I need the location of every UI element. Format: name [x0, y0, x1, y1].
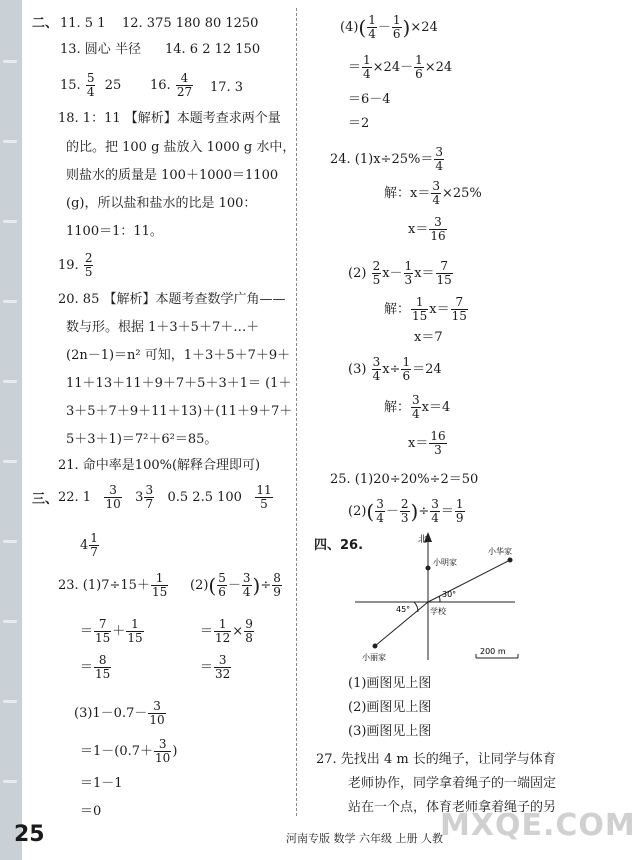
answer-23-3-step-2: ＝1－1 [80, 776, 123, 791]
answer-12: 12. 375 180 80 1250 [122, 16, 259, 31]
direction-map-diagram [300, 530, 570, 670]
fraction: $\frac{1}{7}$ [90, 531, 98, 559]
answer-24-3-step-1: 解： $\frac{3}{4}$ x＝4 [384, 393, 451, 421]
answer-20-line-3: (2n－1)＝n² 可知，1＋3＋5＋7＋9＋ [66, 348, 291, 363]
answer-23-1: 23. (1)7÷15＋ $\frac{1}{15}$ [58, 571, 168, 599]
fraction: $\frac{4}{27}$ [176, 71, 193, 99]
section-two-heading: 二、 [32, 16, 59, 31]
answer-23-1-step-1: ＝ $\frac{7}{15}$ ＋ $\frac{1}{15}$ [80, 617, 143, 645]
answer-25-1: 25. (1)20÷20%÷2＝50 [330, 472, 479, 487]
answer-21: 21. 命中率是100%(解释合理即可) [58, 458, 261, 473]
answer-16: 16. $\frac{4}{27}$ [150, 71, 193, 99]
answer-23-3-step-1: ＝1－(0.7＋ $\frac{3}{10}$ ) [80, 737, 178, 765]
angle-arc-30 [439, 596, 440, 602]
xiaohua-label: 小华家 [488, 547, 512, 556]
answer-20-line-1: 20. 85 【解析】本题考查数学广角—— [58, 292, 286, 307]
section-three-heading: 三、 [32, 492, 59, 507]
answer-11: 11. 5 1 [60, 16, 106, 31]
section-four-heading: 四、26. [314, 538, 364, 553]
answer-23-1-step-2: ＝ $\frac{8}{15}$ [80, 653, 111, 681]
fraction: $\frac{2}{5}$ [84, 251, 93, 279]
answer-23-2-step-1: ＝ $\frac{1}{12}$ × $\frac{9}{8}$ [200, 617, 253, 645]
fraction: $\frac{1}{15}$ [151, 571, 168, 599]
column-divider [296, 8, 297, 816]
answer-27-line-2: 老师协作，同学拿着绳子的一端固定 [348, 776, 557, 791]
answer-26-1: (1)画图见上图 [348, 676, 432, 691]
xiaoli-point [373, 644, 378, 649]
answer-23-3: (3)1－0.7－ $\frac{3}{10}$ [74, 699, 165, 727]
answer-27-line-3: 站在一个点，体育老师拿着绳子的另 [348, 800, 557, 815]
page-number: 25 [14, 822, 45, 847]
answer-18-line-2: 的比。把 100 g 盐放入 1000 g 水中， [66, 140, 296, 155]
answer-23-4: (4)( $\frac{1}{4}$ － $\frac{1}{6}$ )×24 [340, 13, 438, 41]
answer-18-line-5: 1100＝1：11。 [66, 224, 163, 239]
answer-23-4-step-1: ＝ $\frac{1}{4}$ ×24－ $\frac{1}{6}$ ×24 [348, 53, 453, 81]
answer-15: 15. $\frac{5}{4}$ 25 [60, 71, 122, 99]
answer-24-1-step-2: x＝ $\frac{3}{16}$ [408, 215, 446, 243]
answer-20-line-2: 数与形。根据 1＋3＋5＋7＋…＋ [66, 320, 260, 335]
answer-25-2: (2)( $\frac{3}{4}$ － $\frac{2}{3}$ )÷ $\frac{3}{4}$ ＝ $\frac{1}{9}$ [348, 497, 464, 525]
xiaohua-point [508, 558, 513, 563]
north-label: 北 [418, 535, 428, 545]
answer-17: 17. 3 [210, 80, 244, 95]
answer-18-line-1: 18. 1：11 【解析】本题考查求两个量 [58, 111, 281, 126]
xiaoming-point [426, 566, 431, 571]
xiaoli-label: 小丽家 [362, 653, 386, 662]
angle-45-label: 45° [396, 605, 411, 614]
answer-18-line-3: 则盐水的质量是 100＋1000＝1100 [66, 168, 279, 183]
answer-24-1-step-1: 解：x＝ $\frac{3}{4}$ ×25% [384, 179, 482, 207]
angle-30-label: 30° [442, 590, 457, 599]
answer-19: 19. $\frac{2}{5}$ [58, 251, 93, 279]
answer-24-3-step-2: x＝ $\frac{16}{3}$ [408, 429, 446, 457]
answer-23-4-step-3: ＝2 [348, 116, 370, 131]
answer-22: 22. 1 $\frac{3}{10}$ 3 $\frac{3}{7}$ 0.5 2.5 100 $\frac{11}{5}$ [58, 483, 272, 511]
answer-13: 13. 圆心 半径 [60, 42, 141, 57]
fraction: $\frac{5}{4}$ [86, 71, 95, 99]
binding-spine [0, 0, 22, 860]
fraction: $\frac{3}{7}$ [145, 483, 154, 511]
answer-20-line-5: 3＋5＋7＋9＋11＋13)＋(11＋9＋7＋ [66, 404, 293, 419]
fraction: $\frac{3}{10}$ [105, 483, 121, 511]
answer-26-2: (2)画图见上图 [348, 700, 432, 715]
answer-27-line-1: 27. 先找出 4 m 长的绳子，让同学与体育 [316, 752, 556, 767]
footer-info: 河南专版 数学 六年级 上册 人教 [286, 832, 443, 845]
answer-18-line-4: (g)，所以盐和盐水的比是 100： [66, 196, 257, 211]
answer-23-4-step-2: ＝6－4 [348, 92, 391, 107]
answer-24-2-step-1: 解： $\frac{1}{15}$ x＝ $\frac{7}{15}$ [384, 295, 467, 323]
answer-26-3: (3)画图见上图 [348, 724, 432, 739]
xiaoming-label: 小明家 [433, 558, 457, 567]
answer-24-2-step-2: x＝7 [414, 330, 443, 345]
scale-label: 200 m [480, 647, 506, 656]
answer-20-line-6: 5＋3＋1)＝7²＋6²＝85。 [66, 432, 218, 447]
answer-22-cont: 4 $\frac{1}{7}$ [80, 531, 98, 559]
answer-24-2: (2) $\frac{2}{5}$ x－ $\frac{1}{3}$ x＝ $\frac{7}{15}$ [348, 259, 452, 287]
answer-23-2: (2)( $\frac{5}{6}$ － $\frac{3}{4}$ )÷ $\frac{8}{9}$ [190, 571, 281, 599]
fraction: $\frac{11}{5}$ [256, 483, 272, 511]
school-label: 学校 [430, 607, 446, 616]
watermark: MXQE.COM [440, 808, 636, 843]
answer-23-3-step-3: ＝0 [80, 804, 102, 819]
answer-24-1: 24. (1)x÷25%＝ $\frac{3}{4}$ [330, 145, 443, 173]
answer-24-3: (3) $\frac{3}{4}$ x÷ $\frac{1}{6}$ ＝24 [348, 355, 442, 383]
answer-23-2-step-2: ＝ $\frac{3}{32}$ [200, 653, 231, 681]
answer-14: 14. 6 2 12 150 [165, 42, 261, 57]
answer-20-line-4: 11＋13＋11＋9＋7＋5＋3＋1＝ (1＋ [66, 376, 292, 391]
